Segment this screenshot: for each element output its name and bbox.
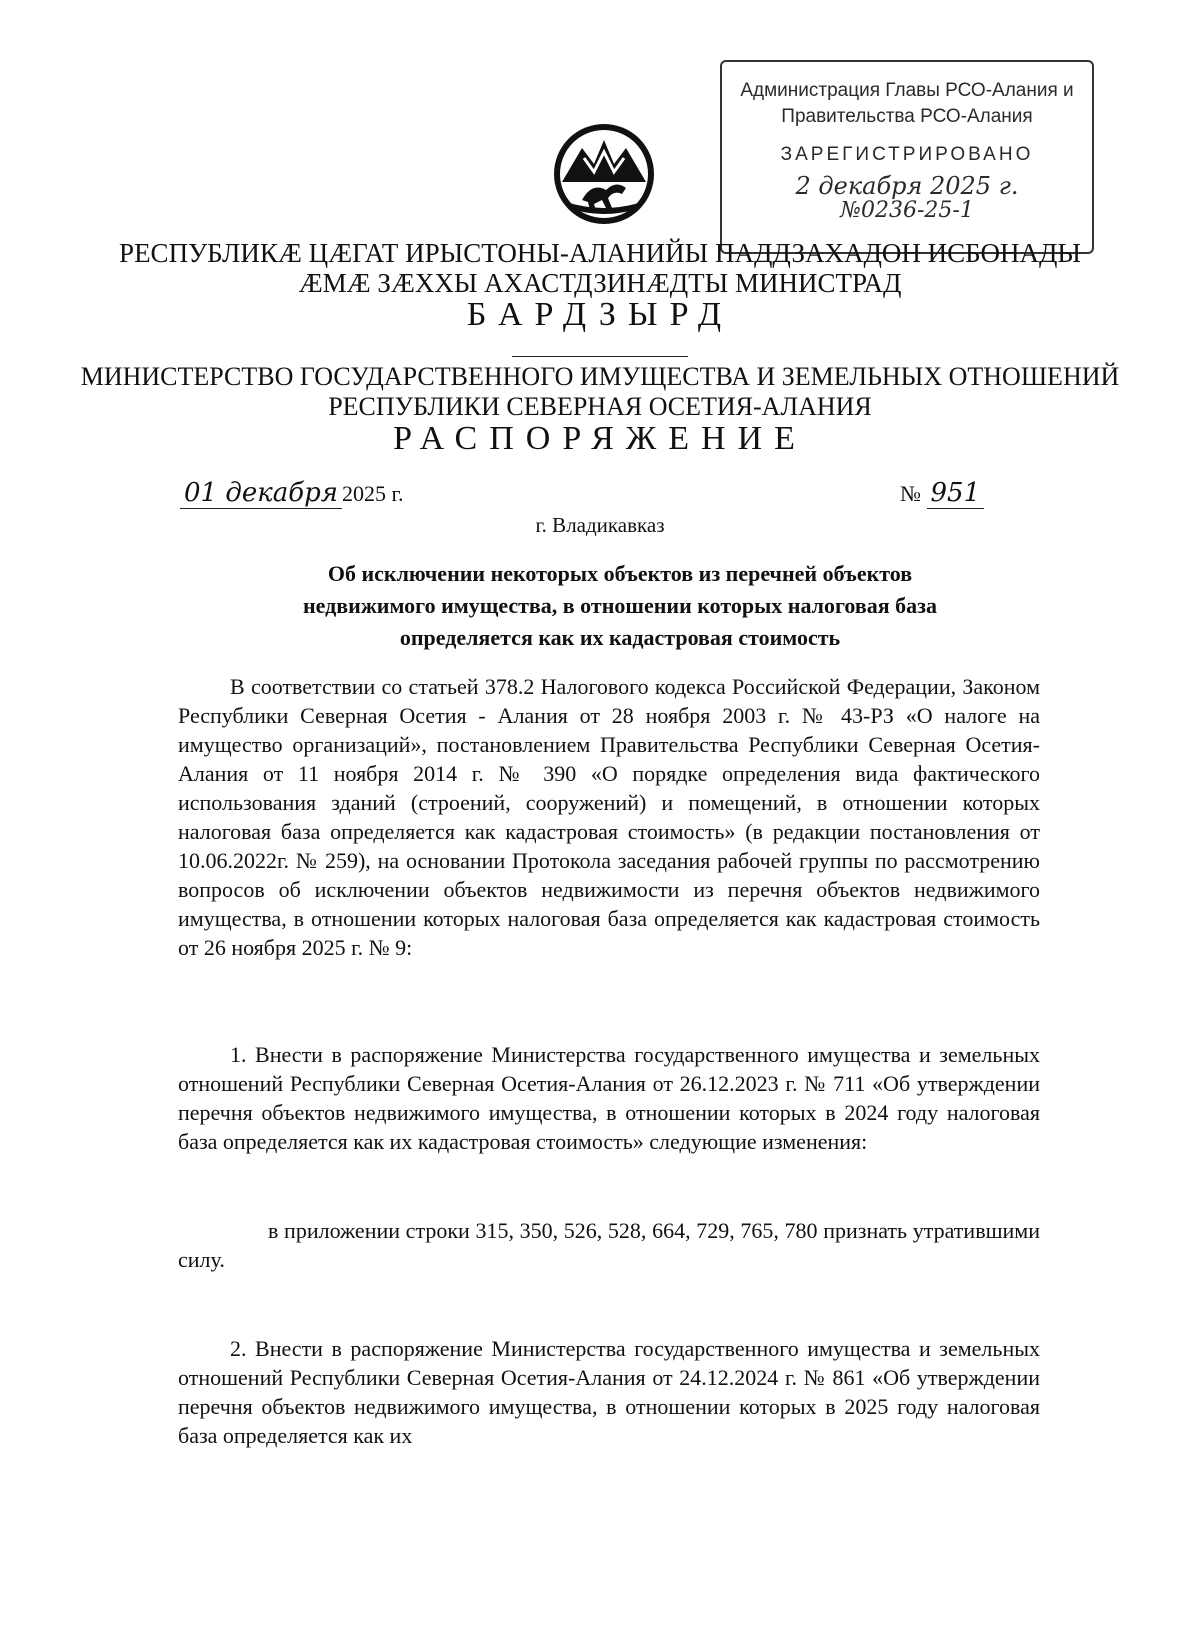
intro-paragraph: В соответствии со статьей 378.2 Налогового кодекса Российской Федерации, Законом Республики Северная Осетия - Алания от 28 ноября 2003 г. № 43-РЗ «О налоге на имущество организаций», постановлением Правительства Республики Северная Осетия-Алания от 11 ноября 2014 г. № 390 «О порядке определения вида фактического использования зданий (строений, сооружений) и помещений, в отношении которых налоговая база определяется как кадастровая стоимость» (в редакции постановления от 10.06.2022г. № 259), на основании Протокола заседания рабочей группы по рассмотрению вопросов об исключении объектов недвижимости из перечня объектов недвижимого имущества, в отношении которых налоговая база определяется как кадастровая стоимость от 26 ноября 2025 г. № 9:	[178, 674, 1040, 960]
coat-of-arms-emblem-icon	[548, 118, 660, 230]
item-2-paragraph: 2. Внести в распоряжение Министерства государственного имущества и земельных отношений Республики Северная Осетия-Алания от 24.12.2024 г. № 861 «Об утверждении перечня объектов недвижимого имущества, в отношении которых в 2025 году налоговая база определяется как их	[178, 1336, 1040, 1448]
document-date	[180, 478, 404, 508]
subject-line2: недвижимого имущества, в отношении которых налоговая база	[302, 593, 937, 618]
handwritten-number: 951	[927, 478, 985, 509]
number-label: №	[900, 481, 921, 506]
russian-document-title: РАСПОРЯЖЕНИЕ	[393, 420, 807, 457]
item-1-subparagraph: в приложении строки 315, 350, 526, 528, 664, 729, 765, 780 признать утратившими силу.	[178, 1218, 1040, 1272]
document-subject	[200, 558, 1040, 654]
registration-stamp	[720, 60, 1094, 254]
header-divider	[512, 356, 688, 357]
stamp-number: №0236-25-1	[840, 198, 974, 223]
stamp-registered: ЗАРЕГИСТРИРОВАНО	[780, 144, 1034, 165]
handwritten-date: 01 декабря	[180, 478, 342, 509]
document-city: г. Владикавказ	[535, 513, 665, 537]
russian-ministry-line1: МИНИСТЕРСТВО ГОСУДАРСТВЕННОГО ИМУЩЕСТВА И ЗЕМЕЛЬНЫХ ОТНОШЕНИЙ	[80, 362, 1120, 391]
ossetian-ministry-line1: РЕСПУБЛИКӔ ЦӔГАТ ИРЫСТОНЫ-АЛАНИЙЫ ПАДДЗАХАДОН ИСБОНАДЫ	[119, 238, 1081, 268]
russian-ministry-line2: РЕСПУБЛИКИ СЕВЕРНАЯ ОСЕТИЯ-АЛАНИЯ	[328, 392, 872, 421]
ossetian-document-title: БАРДЗЫРД	[466, 296, 734, 333]
ossetian-ministry-line2: ӔМӔ ЗӔХХЫ АХАСТДЗИНӔДТЫ МИНИСТРАД	[298, 268, 902, 298]
item-1-paragraph: 1. Внести в распоряжение Министерства государственного имущества и земельных отношений Республики Северная Осетия-Алания от 26.12.2023 г. № 711 «Об утверждении перечня объектов недвижимого имущества, в отношении которых в 2024 году налоговая база определяется как их кадастровая стоимость» следующие изменения:	[178, 1042, 1040, 1154]
date-year: 2025 г.	[341, 481, 404, 506]
stamp-org-line2: Правительства РСО-Алания	[781, 106, 1033, 127]
stamp-date: 2 декабря 2025 г.	[795, 172, 1019, 200]
subject-line1: Об исключении некоторых объектов из перечней объектов	[327, 561, 913, 586]
subject-line3: определяется как их кадастровая стоимость	[399, 625, 841, 650]
document-number	[900, 478, 984, 508]
stamp-org-line1: Администрация Главы РСО-Алания и	[740, 80, 1074, 101]
